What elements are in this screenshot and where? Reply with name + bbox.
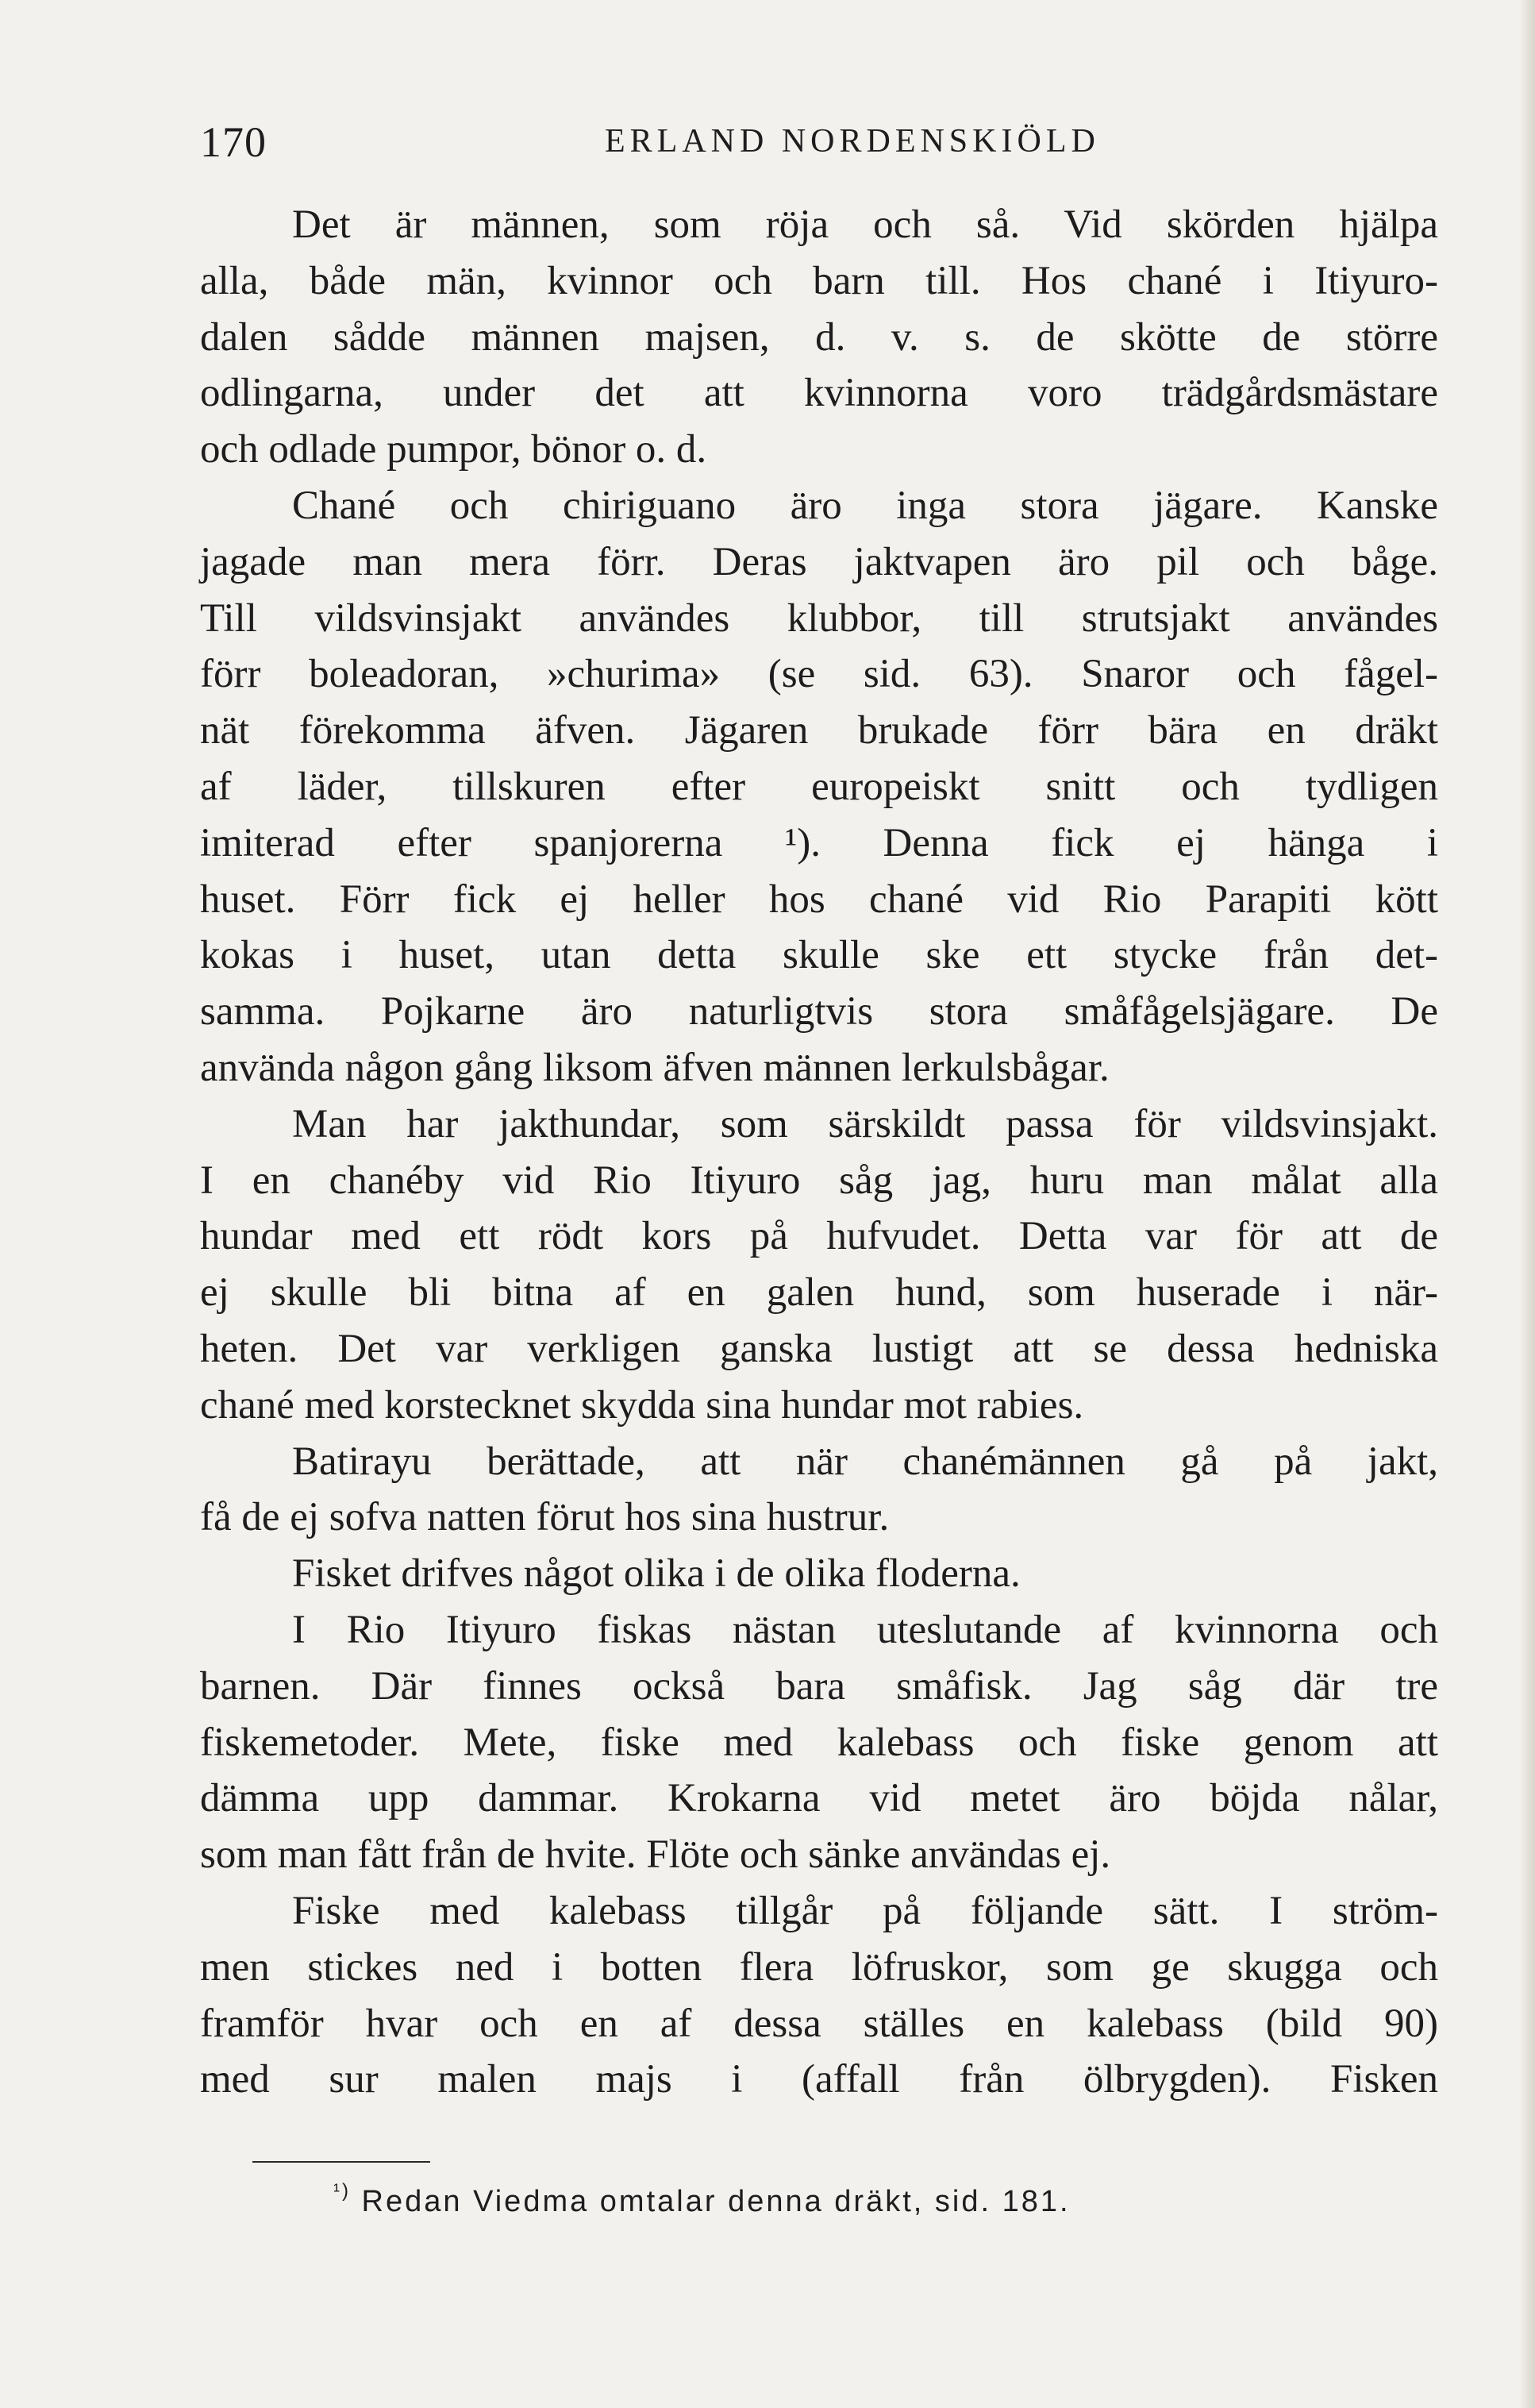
text-line: chané med korstecknet skydda sina hundar mot rabies. [200,1382,1084,1427]
text-line: af läder, tillskuren efter europeiskt snitt och tydligen [200,764,1438,809]
text-line: Till vildsvinsjakt användes klubbor, till strutsjakt användes [200,595,1438,641]
text-line: alla, både män, kvinnor och barn till. Hos chané i Itiyuro- [200,258,1438,303]
page-number: 170 [200,118,267,166]
text-line: jagade man mera förr. Deras jaktvapen äro pil och båge. [200,539,1438,584]
text-line: huset. Förr fick ej heller hos chané vid Rio Parapiti kött [200,877,1438,922]
text-line: odlingarna, under det att kvinnorna voro trädgårdsmästare [200,371,1438,416]
text-line: som man fått från de hvite. Flöte och sänke användas ej. [200,1832,1111,1878]
text-line: Batirayu berättade, att när chanémännen gå på jakt, [292,1439,1438,1484]
text-line: Chané och chiriguano äro inga stora jägare. Kanske [292,483,1438,528]
page-edge-shadow [1519,0,1535,2408]
text-line: kokas i huset, utan detta skulle ske ett stycke från det- [200,933,1438,978]
text-line: barnen. Där finnes också bara småfisk. Jag såg där tre [200,1663,1438,1709]
text-line: samma. Pojkarne äro naturligtvis stora småfågelsjägare. De [200,989,1438,1034]
text-line: ej skulle bli bitna af en galen hund, som huserade i när- [200,1270,1438,1316]
body-text [200,197,1438,2108]
text-line: Man har jakthundar, som särskildt passa för vildsvinsjakt. [292,1101,1438,1146]
text-line: Det är männen, som röja och så. Vid skörden hjälpa [292,202,1438,247]
text-line: men stickes ned i botten flera löfruskor, som ge skugga och [200,1944,1438,1990]
text-line: hundar med ett rödt kors på hufvudet. Detta var för att de [200,1214,1438,1259]
text-line: förr boleadoran, »churima» (se sid. 63). Snaror och fågel- [200,652,1438,697]
text-line: I en chanéby vid Rio Itiyuro såg jag, huru man målat alla [200,1158,1438,1203]
text-line: imiterad efter spanjorerna ¹). Denna fick ej hänga i [200,820,1438,865]
footnote-text: Redan Viedma omtalar denna dräkt, sid. 181. [361,2185,1071,2218]
text-line: heten. Det var verkligen ganska lustigt att se dessa hedniska [200,1326,1438,1371]
text-line: använda någon gång liksom äfven männen lerkulsbågar. [200,1045,1110,1090]
text-line: Fiske med kalebass tillgår på följande sätt. I ström- [292,1888,1438,1933]
text-line: Fisket drifves något olika i de olika floderna. [292,1551,1021,1597]
footnote-marker: ¹) [333,2180,351,2202]
text-line: dalen sådde männen majsen, d. v. s. de skötte de större [200,314,1438,360]
text-line: framför hvar och en af dessa ställes en kalebass (bild 90) [200,2001,1438,2046]
page-header [200,118,1438,181]
footnote-rule [252,2161,430,2163]
text-line: I Rio Itiyuro fiskas nästan uteslutande af kvinnorna och [292,1607,1438,1652]
text-line: fiskemetoder. Mete, fiske med kalebass och fiske genom att [200,1720,1438,1765]
text-line: nät förekomma äfven. Jägaren brukade förr bära en dräkt [200,708,1438,753]
text-line: dämma upp dammar. Krokarna vid metet äro böjda nålar, [200,1776,1438,1821]
text-line: med sur malen majs i (affall från ölbrygden). Fisken [200,2057,1438,2102]
text-line: få de ej sofva natten förut hos sina hustrur. [200,1495,890,1540]
footnote [333,2180,1071,2219]
running-head: ERLAND NORDENSKIÖLD [605,123,1100,160]
text-line: och odlade pumpor, bönor o. d. [200,427,707,472]
